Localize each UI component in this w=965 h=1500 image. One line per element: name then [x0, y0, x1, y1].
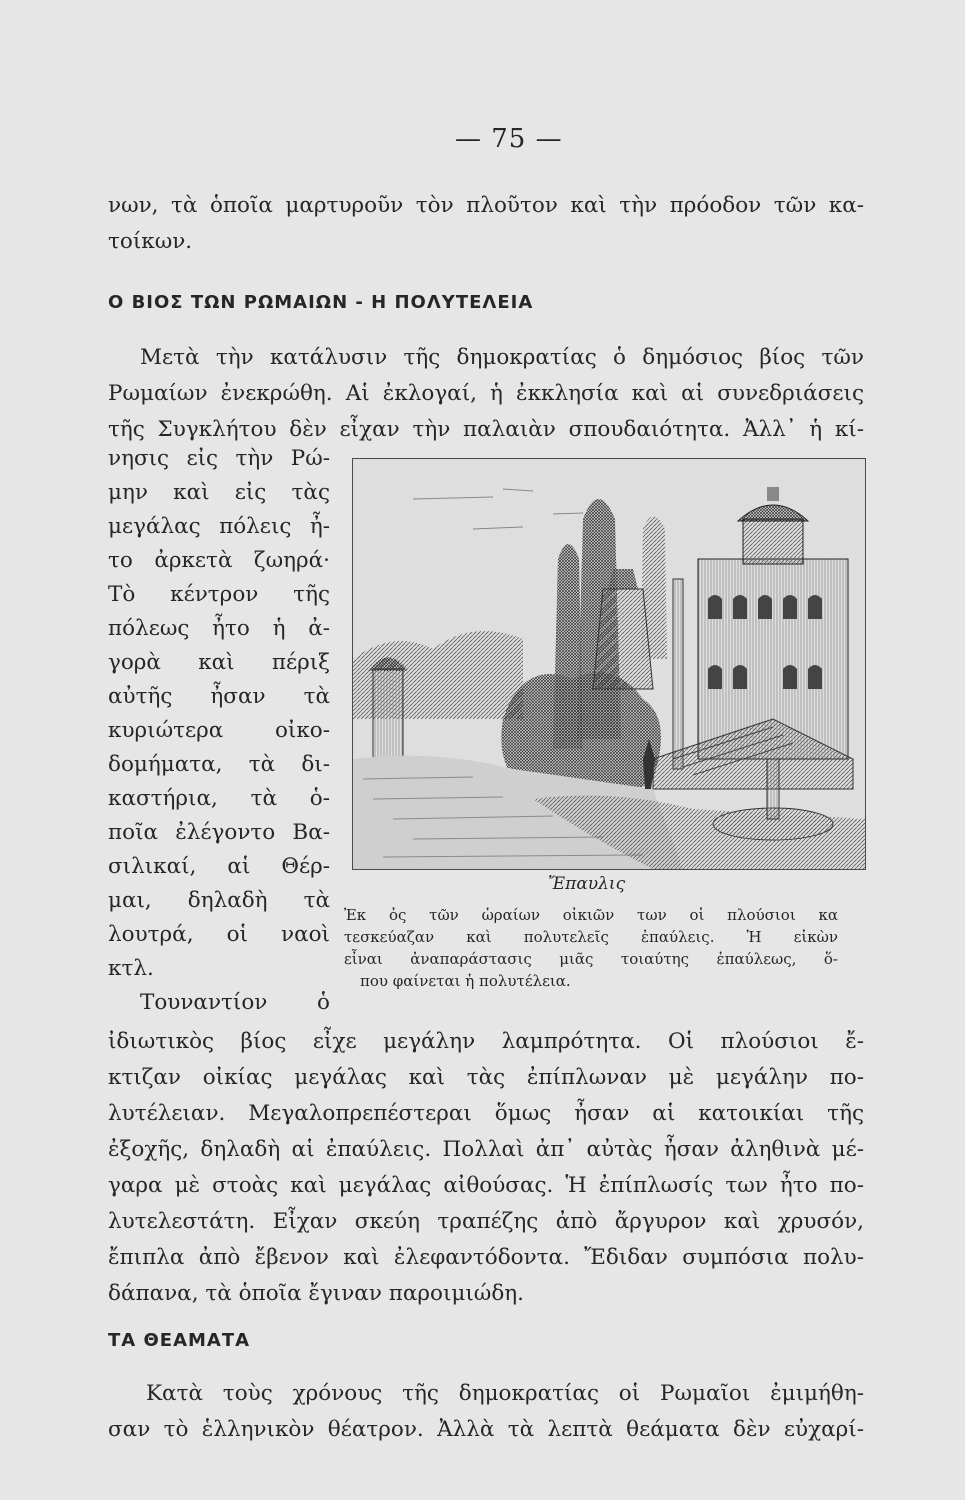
figure-caption-line: εἶναι ἀναπαράστασις μιᾶς τοιαύτης ἐπαύλεως, ὅ- — [344, 950, 838, 968]
text-line: ποῖα ἐλέγοντο Βα- — [108, 820, 330, 845]
text-line: ἔπιπλα ἀπὸ ἔβενον καὶ ἐλεφαντόδοντα. Ἔδιδαν συμπόσια πολυ- — [108, 1245, 864, 1270]
text-line: Κατὰ τοὺς χρόνους τῆς δημοκρατίας οἱ Ρωμαῖοι ἐμιμήθη- — [146, 1381, 864, 1406]
villa-engraving — [353, 459, 865, 869]
text-line: γαρα μὲ στοὰς καὶ μεγάλας αἰθούσας. Ἡ ἐπίπλωσίς των ἦτο πο- — [108, 1173, 864, 1198]
figure-caption-line: Ἐκ ὀς τῶν ὡραίων οἰκιῶν των οἱ πλούσιοι κα — [344, 906, 838, 924]
text-line: δάπανα, τὰ ὁποῖα ἔγιναν παροιμιώδη. — [108, 1281, 524, 1306]
figure-caption-line: που φαίνεται ἡ πολυτέλεια. — [360, 972, 571, 990]
text-line: καστήρια, τὰ ὁ- — [108, 786, 330, 811]
text-line: αὐτῆς ἦσαν τὰ — [108, 684, 330, 709]
text-line: γορὰ καὶ πέριξ — [108, 650, 330, 675]
text-line: λουτρά, οἱ ναοὶ — [108, 922, 330, 947]
villa-illustration — [352, 458, 866, 870]
text-line: ἰδιωτικὸς βίος εἶχε μεγάλην λαμπρότητα. Οἱ πλούσιοι ἔ- — [108, 1029, 864, 1054]
text-line: μην καὶ εἰς τὰς — [108, 480, 330, 505]
text-line: κτιζαν οἰκίας μεγάλας καὶ τὰς ἐπίπλωναν μὲ μεγάλην πο- — [108, 1065, 864, 1090]
figure-caption-line: τεσκεύαζαν καὶ πολυτελεῖς ἐπαύλεις. Ἡ εἰκὼν — [344, 928, 838, 946]
section-heading: ΤΑ ΘΕΑΜΑΤΑ — [108, 1330, 251, 1351]
section-heading: Ο ΒΙΟΣ ΤΩΝ ΡΩΜΑΙΩΝ - Η ΠΟΛΥΤΕΛΕΙΑ — [108, 292, 534, 313]
text-line: σαν τὸ ἑλληνικὸν θέατρον. Ἀλλὰ τὰ λεπτὰ θεάματα δὲν εὐχαρί- — [108, 1417, 864, 1442]
text-line: κτλ. — [108, 956, 154, 981]
text-line: Μετὰ τὴν κατάλυσιν τῆς δημοκρατίας ὁ δημόσιος βίος τῶν — [140, 345, 864, 370]
text-line: τοίκων. — [108, 229, 193, 254]
text-line: ἐξοχῆς, δηλαδὴ αἱ ἐπαύλεις. Πολλαὶ ἀπ᾿ αὐτὰς ἦσαν ἀληθινὰ μέ- — [108, 1137, 864, 1162]
text-line: Τὸ κέντρον τῆς — [108, 582, 330, 607]
figure-title: Ἔπαυλις — [548, 874, 626, 894]
text-line: σιλικαί, αἱ Θέρ- — [108, 854, 330, 879]
text-line: Τουναντίον ὁ — [140, 990, 330, 1015]
text-line: νησις εἰς τὴν Ρώ- — [108, 446, 330, 471]
text-line: τῆς Συγκλήτου δὲν εἶχαν τὴν παλαιὰν σπουδαιότητα. Ἀλλ᾿ ἡ κί- — [108, 417, 864, 442]
text-line: λυτελεστάτη. Εἶχαν σκεύη τραπέζης ἀπὸ ἄργυρον καὶ χρυσόν, — [108, 1209, 864, 1234]
text-line: δομήματα, τὰ δι- — [108, 752, 330, 777]
text-line: λυτέλειαν. Μεγαλοπρεπέστεραι ὅμως ἦσαν αἱ κατοικίαι τῆς — [108, 1101, 864, 1126]
text-line: μαι, δηλαδὴ τὰ — [108, 888, 330, 913]
text-line: κυριώτερα οἰκο- — [108, 718, 330, 743]
text-line: πόλεως ἦτο ἡ ἀ- — [108, 616, 330, 641]
page-number: — 75 — — [455, 124, 563, 154]
text-line: νων, τὰ ὁποῖα μαρτυροῦν τὸν πλοῦτον καὶ τὴν πρόοδον τῶν κα- — [108, 193, 864, 218]
text-line: μεγάλας πόλεις ἦ- — [108, 514, 330, 539]
text-line: Ρωμαίων ἐνεκρώθη. Αἱ ἐκλογαί, ἡ ἐκκλησία καὶ αἱ συνεδριάσεις — [108, 381, 864, 406]
text-line: το ἀρκετὰ ζωηρά· — [108, 548, 330, 573]
